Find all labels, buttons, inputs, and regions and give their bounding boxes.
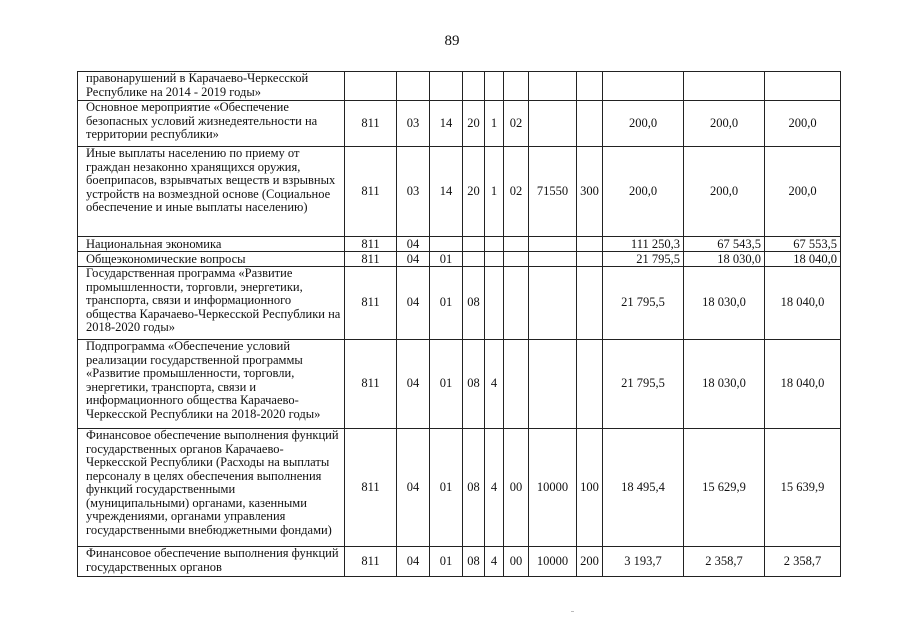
cell-main — [504, 237, 529, 252]
cell-grbs: 811 — [345, 547, 397, 577]
cell-grbs: 811 — [345, 101, 397, 147]
row-name: Общеэкономические вопросы — [78, 252, 345, 267]
cell-rz: 03 — [397, 147, 430, 237]
cell-prog: 08 — [463, 340, 485, 429]
cell-sum-3: 15 639,9 — [765, 429, 841, 547]
cell-sub: 4 — [485, 340, 504, 429]
row-name: Подпрограмма «Обеспечение условий реализации государственной программы «Развитие промышленности, торговли, энергетики, транспорта, связи и информационного общества Карачаево-Черкесской Республики на 2018-2020 годы» — [78, 340, 345, 429]
table-row — [78, 267, 841, 340]
cell-rz: 04 — [397, 267, 430, 340]
cell-grbs: 811 — [345, 267, 397, 340]
cell-sum-2 — [684, 72, 765, 101]
cell-dir: 10000 — [529, 547, 577, 577]
row-name: Государственная программа «Развитие промышленности, торговли, энергетики, транспорта, связи и информационного общества Карачаево-Черкесской Республики на 2018-2020 годы» — [78, 267, 345, 340]
cell-grbs: 811 — [345, 237, 397, 252]
budget-table — [77, 71, 841, 577]
scan-speck — [571, 611, 574, 612]
cell-prog: 20 — [463, 147, 485, 237]
cell-sum-3: 18 040,0 — [765, 267, 841, 340]
table-row — [78, 547, 841, 577]
cell-sum-3: 200,0 — [765, 101, 841, 147]
cell-main — [504, 267, 529, 340]
cell-prog: 08 — [463, 267, 485, 340]
cell-sum-2: 200,0 — [684, 101, 765, 147]
cell-sum-1: 200,0 — [603, 101, 684, 147]
table-row — [78, 147, 841, 237]
cell-dir: 10000 — [529, 429, 577, 547]
cell-sum-1: 21 795,5 — [603, 252, 684, 267]
table-row — [78, 429, 841, 547]
cell-pr: 01 — [430, 429, 463, 547]
cell-sub — [485, 267, 504, 340]
cell-pr: 01 — [430, 267, 463, 340]
row-name: правонарушений в Карачаево-Черкесской Республике на 2014 - 2019 годы» — [78, 72, 345, 101]
cell-pr: 01 — [430, 547, 463, 577]
cell-prog: 08 — [463, 429, 485, 547]
cell-sum-1: 21 795,5 — [603, 340, 684, 429]
cell-main — [504, 72, 529, 101]
cell-rz: 04 — [397, 547, 430, 577]
row-name: Финансовое обеспечение выполнения функций государственных органов — [78, 547, 345, 577]
table-row — [78, 237, 841, 252]
cell-sub — [485, 237, 504, 252]
row-name: Иные выплаты населению по приему от граждан незаконно хранящихся оружия, боеприпасов, взрывчатых веществ и взрывных устройств на возмездной основе (Социальное обеспечение и иные выплаты населению) — [78, 147, 345, 237]
cell-vr: 300 — [577, 147, 603, 237]
cell-dir — [529, 101, 577, 147]
cell-rz: 04 — [397, 237, 430, 252]
cell-pr: 14 — [430, 147, 463, 237]
cell-grbs: 811 — [345, 340, 397, 429]
cell-vr — [577, 267, 603, 340]
cell-pr: 01 — [430, 252, 463, 267]
cell-vr: 100 — [577, 429, 603, 547]
cell-rz: 03 — [397, 101, 430, 147]
cell-pr — [430, 72, 463, 101]
table-row — [78, 101, 841, 147]
table-row — [78, 72, 841, 101]
cell-vr — [577, 340, 603, 429]
cell-dir: 71550 — [529, 147, 577, 237]
cell-vr — [577, 237, 603, 252]
cell-dir — [529, 252, 577, 267]
cell-prog: 20 — [463, 101, 485, 147]
cell-sum-3: 2 358,7 — [765, 547, 841, 577]
cell-sum-1 — [603, 72, 684, 101]
row-name: Финансовое обеспечение выполнения функций государственных органов Карачаево-Черкесской Республики (Расходы на выплаты персоналу в целях обеспечения выполнения функций государственными (муниципальными) органами, казенными учреждениями, органами управления государственными внебюджетными фондами) — [78, 429, 345, 547]
cell-main: 02 — [504, 147, 529, 237]
cell-dir — [529, 237, 577, 252]
cell-dir — [529, 267, 577, 340]
cell-pr — [430, 237, 463, 252]
cell-sum-2: 2 358,7 — [684, 547, 765, 577]
cell-sum-1: 200,0 — [603, 147, 684, 237]
cell-sum-1: 3 193,7 — [603, 547, 684, 577]
cell-sum-2: 67 543,5 — [684, 237, 765, 252]
cell-prog — [463, 237, 485, 252]
cell-sum-3: 67 553,5 — [765, 237, 841, 252]
cell-sub — [485, 72, 504, 101]
cell-vr: 200 — [577, 547, 603, 577]
cell-grbs: 811 — [345, 252, 397, 267]
cell-sum-1: 21 795,5 — [603, 267, 684, 340]
cell-sum-3: 200,0 — [765, 147, 841, 237]
cell-main: 02 — [504, 101, 529, 147]
cell-sum-2: 18 030,0 — [684, 252, 765, 267]
cell-main: 00 — [504, 429, 529, 547]
cell-rz: 04 — [397, 429, 430, 547]
cell-sum-3 — [765, 72, 841, 101]
cell-grbs: 811 — [345, 147, 397, 237]
cell-sub: 4 — [485, 547, 504, 577]
cell-main — [504, 340, 529, 429]
cell-vr — [577, 101, 603, 147]
cell-sum-2: 200,0 — [684, 147, 765, 237]
cell-sum-2: 18 030,0 — [684, 340, 765, 429]
cell-sum-1: 18 495,4 — [603, 429, 684, 547]
cell-rz: 04 — [397, 340, 430, 429]
cell-sum-2: 18 030,0 — [684, 267, 765, 340]
cell-main: 00 — [504, 547, 529, 577]
cell-sum-3: 18 040,0 — [765, 340, 841, 429]
cell-prog — [463, 72, 485, 101]
cell-vr — [577, 72, 603, 101]
cell-sub: 1 — [485, 101, 504, 147]
cell-sum-2: 15 629,9 — [684, 429, 765, 547]
cell-sum-1: 111 250,3 — [603, 237, 684, 252]
cell-dir — [529, 72, 577, 101]
cell-grbs: 811 — [345, 429, 397, 547]
cell-sub — [485, 252, 504, 267]
cell-sub: 1 — [485, 147, 504, 237]
cell-prog — [463, 252, 485, 267]
cell-grbs — [345, 72, 397, 101]
cell-dir — [529, 340, 577, 429]
cell-sub: 4 — [485, 429, 504, 547]
cell-vr — [577, 252, 603, 267]
table-row — [78, 252, 841, 267]
row-name: Национальная экономика — [78, 237, 345, 252]
row-name: Основное мероприятие «Обеспечение безопасных условий жизнедеятельности на территории республики» — [78, 101, 345, 147]
cell-sum-3: 18 040,0 — [765, 252, 841, 267]
cell-main — [504, 252, 529, 267]
cell-rz: 04 — [397, 252, 430, 267]
table-row — [78, 340, 841, 429]
page-number: 89 — [444, 33, 460, 49]
cell-rz — [397, 72, 430, 101]
cell-prog: 08 — [463, 547, 485, 577]
cell-pr: 14 — [430, 101, 463, 147]
cell-pr: 01 — [430, 340, 463, 429]
